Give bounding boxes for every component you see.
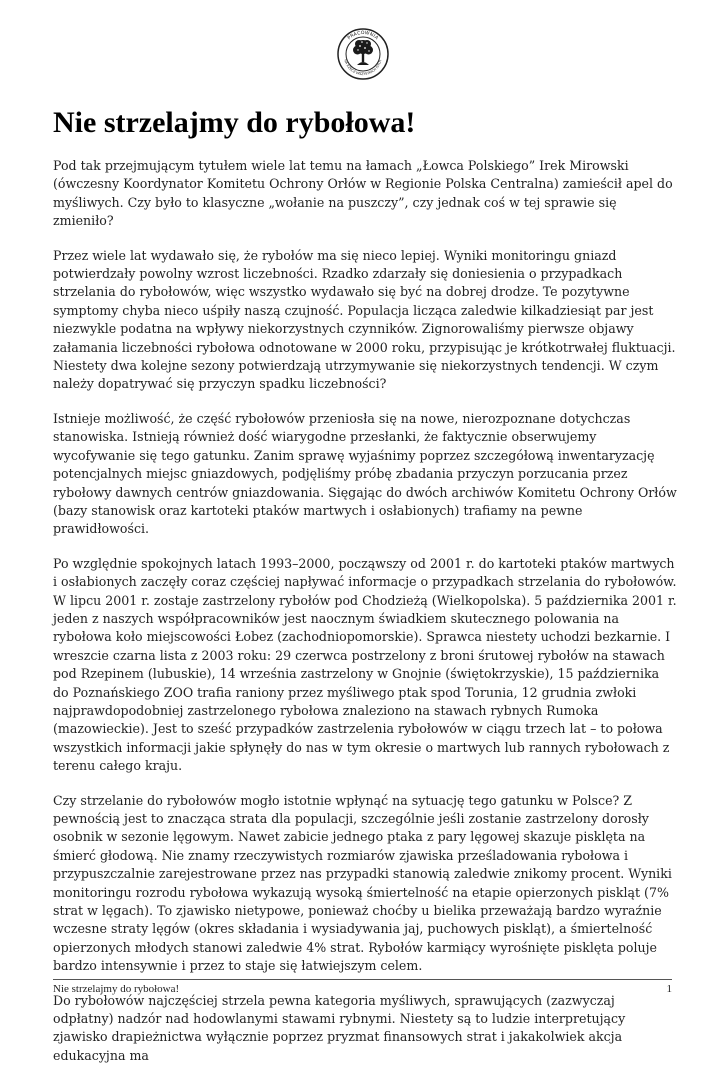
- article-paragraph: Po względnie spokojnych latach 1993–2000, począwszy od 2001 r. do kartoteki ptaków martwych i osłabionych zaczęły coraz częściej napływać informacje o przypadkach strzelania do rybołowów. W lipcu 2001 r. zostaje zastrzelony rybołów pod Chodzieżą (Wielkopolska). 5 października 2001 r. jeden z naszych współpracowników jest naocznym świadkiem skutecznego polowania na rybołowa koło miejscowości Łobez (zachodniopomorskie). Sprawca niestety uchodzi bezkarnie. I wreszcie czarna lista z 2003 roku: 29 czerwca postrzelony z broni śrutowej rybołów na stawach pod Rzepinem (lubuskie), 14 września zastrzelony w Gnojnie (świętokrzyskie), 15 października do Poznańskiego ZOO trafia raniony przez myśliwego ptak spod Torunia, 12 grudnia zwłoki najprawdopodobniej zastrzelonego rybołowa znaleziono na stawach rybnych Rumoka (mazowieckie). Jest to sześć przypadków zastrzelenia rybołowów w ciągu trzech lat – to połowa wszystkich informacji jakie spłynęły do nas w tym okresie o martwych lub rannych rybołowach z terenu całego kraju.: [53, 555, 677, 774]
- logo-text-top: PRACOWNIA: [347, 30, 379, 42]
- article-paragraph: Pod tak przejmującym tytułem wiele lat temu na łamach „Łowca Polskiego” Irek Mirowski (ówczesny Koordynator Komitetu Ochrony Orłów w Regionie Polska Centralna) zamieścił apel do myśliwych. Czy było to klasyczne „wołanie na puszczy”, czy jednak coś w tej sprawie się zmieniło?: [53, 158, 673, 229]
- article-paragraph: Czy strzelanie do rybołowów mogło istotnie wpłynąć na sytuację tego gatunku w Polsce? Z pewnością jest to znacząca strata dla populacji, szczególnie jeśli zostanie zastrzelony dorosły osobnik w sezonie lęgowym. Nawet zabicie jednego ptaka z pary lęgowej skazuje pisklęta na śmierć głodową. Nie znamy rzeczywistych rozmiarów zjawiska prześladowania rybołowa i przypuszczalnie zarejestrowane przez nas przypadki stanowią zaledwie znikomy procent. Wyniki monitoringu rozrodu rybołowa wykazują wysoką śmiertelność na etapie opierzonych piskląt (7% strat w lęgach). To zjawisko nietypowe, ponieważ choćby u bielika przeważają bardzo wyraźnie wczesne straty lęgów (okres składania i wysiadywania jaj, puchowych piskląt), a śmiertelność opierzonych młodych stanowi zaledwie 4% strat. Rybołów karmiący wyrośnięte pisklęta poluje bardzo intensywnie i przez to staje się łatwiejszym celem.: [53, 792, 672, 974]
- article-paragraph: Przez wiele lat wydawało się, że rybołów ma się nieco lepiej. Wyniki monitoringu gniazd potwierdzały powolny wzrost liczebności. Rzadko zdarzały się doniesienia o przypadkach strzelania do rybołowów, więc wszystko wydawało się być na dobrej drodze. Te pozytywne symptomy chyba nieco uśpiły naszą czujność. Populacja licząca zaledwie kilkadziesiąt par jest niezwykle podatna na wpływy niekorzystnych czynników. Zignorowaliśmy pierwsze objawy załamania liczebności rybołowa odnotowane w 2000 roku, przypisując je krótkotrwałej fluktuacji. Niestety dwa kolejne sezony potwierdzają utrzymywanie się niekorzystnych tendencji. W czym należy dopatrywać się przyczyn spadku liczebności?: [53, 247, 676, 392]
- organization-logo: [337, 28, 389, 80]
- logo-text-bottom: NA RZECZ WSZYSTKICH ISTOT: [343, 58, 383, 77]
- article-paragraph: Do rybołowów najczęściej strzela pewna kategoria myśliwych, sprawujących (zazwyczaj odpłatny) nadzór nad hodowlanymi stawami rybnymi. Niestety są to ludzie interpretujący zjawisko drapieżnictwa wyłącznie poprzez pryzmat finansowych strat i jakakolwiek akcja edukacyjna ma: [53, 992, 626, 1063]
- footer-title: Nie strzelajmy do rybołowa!: [53, 983, 180, 995]
- article-body: [53, 157, 678, 1081]
- page-number: 1: [666, 983, 672, 995]
- tree-seal-icon: [337, 28, 389, 80]
- footer-divider: [53, 979, 672, 980]
- article-paragraph: Istnieje możliwość, że część rybołowów przeniosła się na nowe, nierozpoznane dotychczas stanowiska. Istnieją również dość wiarygodne przesłanki, że faktycznie obserwujemy wycofywanie się tego gatunku. Zanim sprawę wyjaśnimy poprzez szczegółową inwentaryzację potencjalnych miejsc gniazdowych, podjęliśmy próbę zbadania przyczyn porzucania przez rybołowy dawnych centrów gniazdowania. Sięgając do dwóch archiwów Komitetu Ochrony Orłów (bazy stanowisk oraz kartoteki ptaków martwych i osłabionych) trafiamy na pewne prawidłowości.: [53, 410, 677, 537]
- article-title: Nie strzelajmy do rybołowa!: [53, 106, 416, 139]
